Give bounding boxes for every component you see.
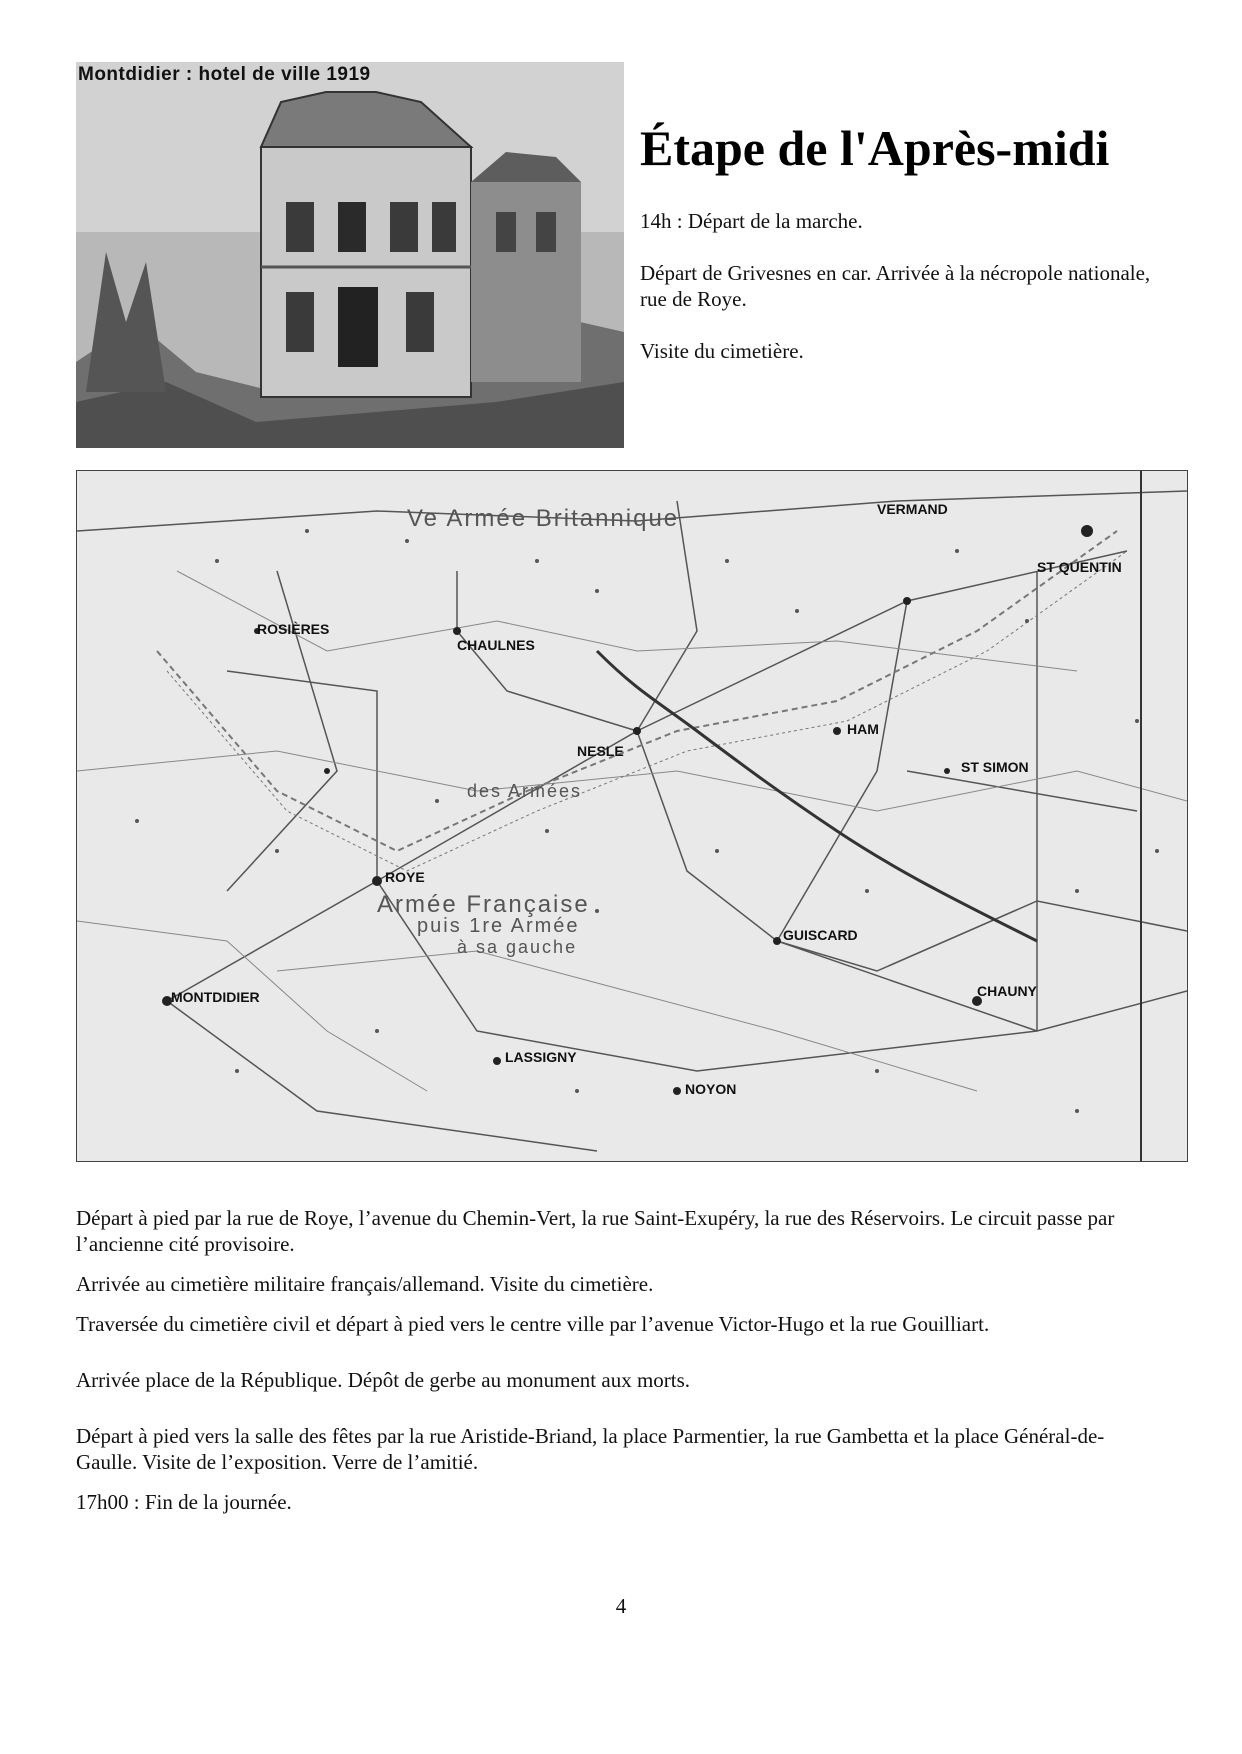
photo-caption: Montdidier : hotel de ville 1919 [78,64,371,85]
intro-paragraph: Départ de Grivesnes en car. Arrivée à la nécropole nationale, rue de Roye. [640,261,1151,311]
itinerary-paragraph: Arrivée au cimetière militaire français/allemand. Visite du cimetière. [76,1272,654,1296]
map-label-ham: HAM [847,721,879,737]
map-label-vermand: VERMAND [877,501,948,517]
intro-text [640,208,1160,390]
map-label-des-armees: des Armées [467,781,583,801]
map-label-lassigny: LASSIGNY [505,1049,577,1065]
itinerary-paragraph: Départ à pied vers la salle des fêtes par la rue Aristide-Briand, la place Parmentier, la rue Gambetta et la place Général-de-Gaulle. Visite de l’exposition. Verre de l’amitié. [76,1424,1105,1474]
map-label-chauny: CHAUNY [977,983,1037,999]
itinerary-paragraph: Traversée du cimetière civil et départ à pied vers le centre ville par l’avenue Victor-Hugo et la rue Gouilliart. [76,1312,990,1336]
historical-map [76,470,1188,1162]
map-label-guiscard: GUISCARD [783,927,858,943]
itinerary-paragraph: 17h00 : Fin de la journée. [76,1490,292,1514]
itinerary-text [76,1205,1146,1529]
map-label-army-french-3: à sa gauche [457,937,578,957]
map-label-st-quentin: ST QUENTIN [1037,559,1122,575]
page-number: 4 [615,1594,627,1618]
map-label-st-simon: ST SIMON [961,759,1029,775]
map-label-chaulnes: CHAULNES [457,637,535,653]
itinerary-paragraph: Départ à pied par la rue de Roye, l’avenue du Chemin-Vert, la rue Saint-Exupéry, la rue des Réservoirs. Le circuit passe par l’ancienne cité provisoire. [76,1206,1115,1256]
map-label-army-french-2: puis 1re Armée [417,915,580,937]
map-label-montdidier: MONTDIDIER [171,989,260,1005]
map-drawing [77,471,1187,1161]
map-label-rosieres: ROSIÈRES [257,621,330,637]
itinerary-paragraph: Arrivée place de la République. Dépôt de gerbe au monument aux morts. [76,1368,691,1392]
map-label-army-french: Armée Française [377,891,590,918]
intro-paragraph: Visite du cimetière. [640,339,804,363]
town-hall-illustration [76,62,624,448]
map-label-noyon: NOYON [685,1081,737,1097]
map-label-nesle: NESLE [577,743,624,759]
map-label-army-british: Ve Armée Britannique [407,505,680,532]
map-label-roye: ROYE [385,869,425,885]
intro-paragraph: 14h : Départ de la marche. [640,209,863,233]
page-title: Étape de l'Après-midi [640,120,1110,176]
town-hall-photo [76,62,624,448]
